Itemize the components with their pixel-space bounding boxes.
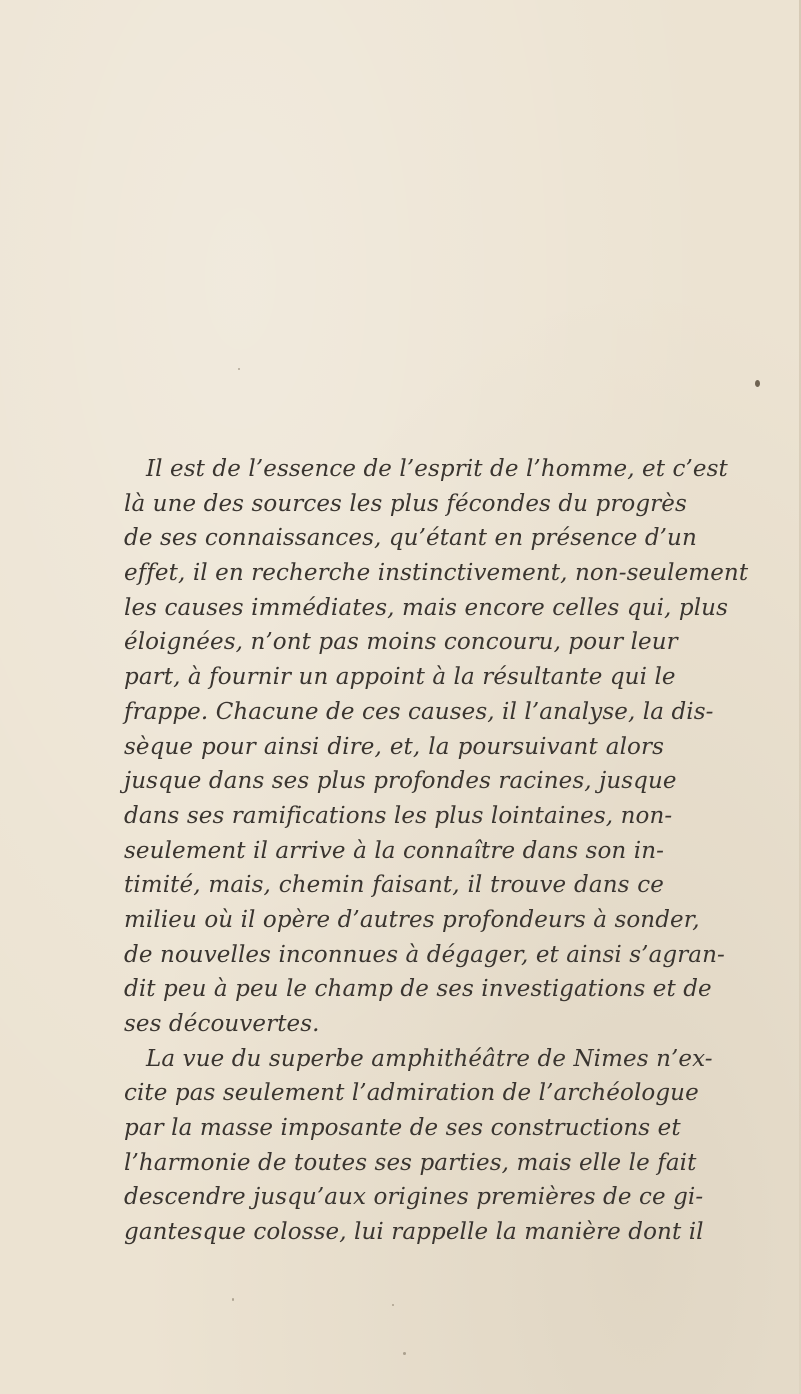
text-line: timité, mais, chemin faisant, il trouve dans ce <box>124 872 664 899</box>
text-line: part, à fournir un appoint à la résultante qui le <box>124 664 676 691</box>
paper-speck <box>755 380 760 387</box>
text-line: sèque pour ainsi dire, et, la poursuivant alors <box>124 733 664 760</box>
text-line: de nouvelles inconnues à dégager, et ainsi s’agran- <box>124 941 725 968</box>
text-line: seulement il arrive à la connaître dans son in- <box>124 837 664 864</box>
paper-speck <box>238 368 240 370</box>
text-line: les causes immédiates, mais encore celles qui, plus <box>124 594 728 621</box>
text-line: frappe. Chacune de ces causes, il l’analyse, la dis- <box>124 698 714 725</box>
paper-speck <box>232 1298 234 1301</box>
text-line: cite pas seulement l’admiration de l’archéologue <box>124 1080 699 1107</box>
text-line: par la masse imposante de ses constructions et <box>124 1115 681 1142</box>
text-line: La vue du superbe amphithéâtre de Nimes n’ex- <box>146 1045 713 1072</box>
paper-speck <box>403 1352 406 1355</box>
text-line: gantesque colosse, lui rappelle la manière dont il <box>124 1219 704 1246</box>
text-line: effet, il en recherche instinctivement, non-seulement <box>124 560 749 587</box>
text-line: Il est de l’essence de l’esprit de l’homme, et c’est <box>146 456 728 482</box>
body-text <box>124 452 749 1250</box>
text-line: de ses connaissances, qu’étant en présence d’un <box>124 525 697 552</box>
paper-speck <box>392 1304 394 1306</box>
text-line: dans ses ramifications les plus lointaines, non- <box>124 802 673 829</box>
text-line: dit peu à peu le champ de ses investigations et de <box>124 976 712 1003</box>
text-line: jusque dans ses plus profondes racines, jusque <box>124 768 677 795</box>
text-line: ses découvertes. <box>124 1011 320 1037</box>
text-line: l’harmonie de toutes ses parties, mais elle le fait <box>124 1149 697 1176</box>
text-line: là une des sources les plus fécondes du progrès <box>124 490 687 517</box>
text-line: descendre jusqu’aux origines premières de ce gi- <box>124 1184 704 1211</box>
paragraph <box>124 1042 713 1250</box>
text-line: milieu où il opère d’autres profondeurs à sonder, <box>124 906 700 933</box>
text-line: éloignées, n’ont pas moins concouru, pour leur <box>124 629 678 656</box>
paragraph <box>124 452 749 1042</box>
